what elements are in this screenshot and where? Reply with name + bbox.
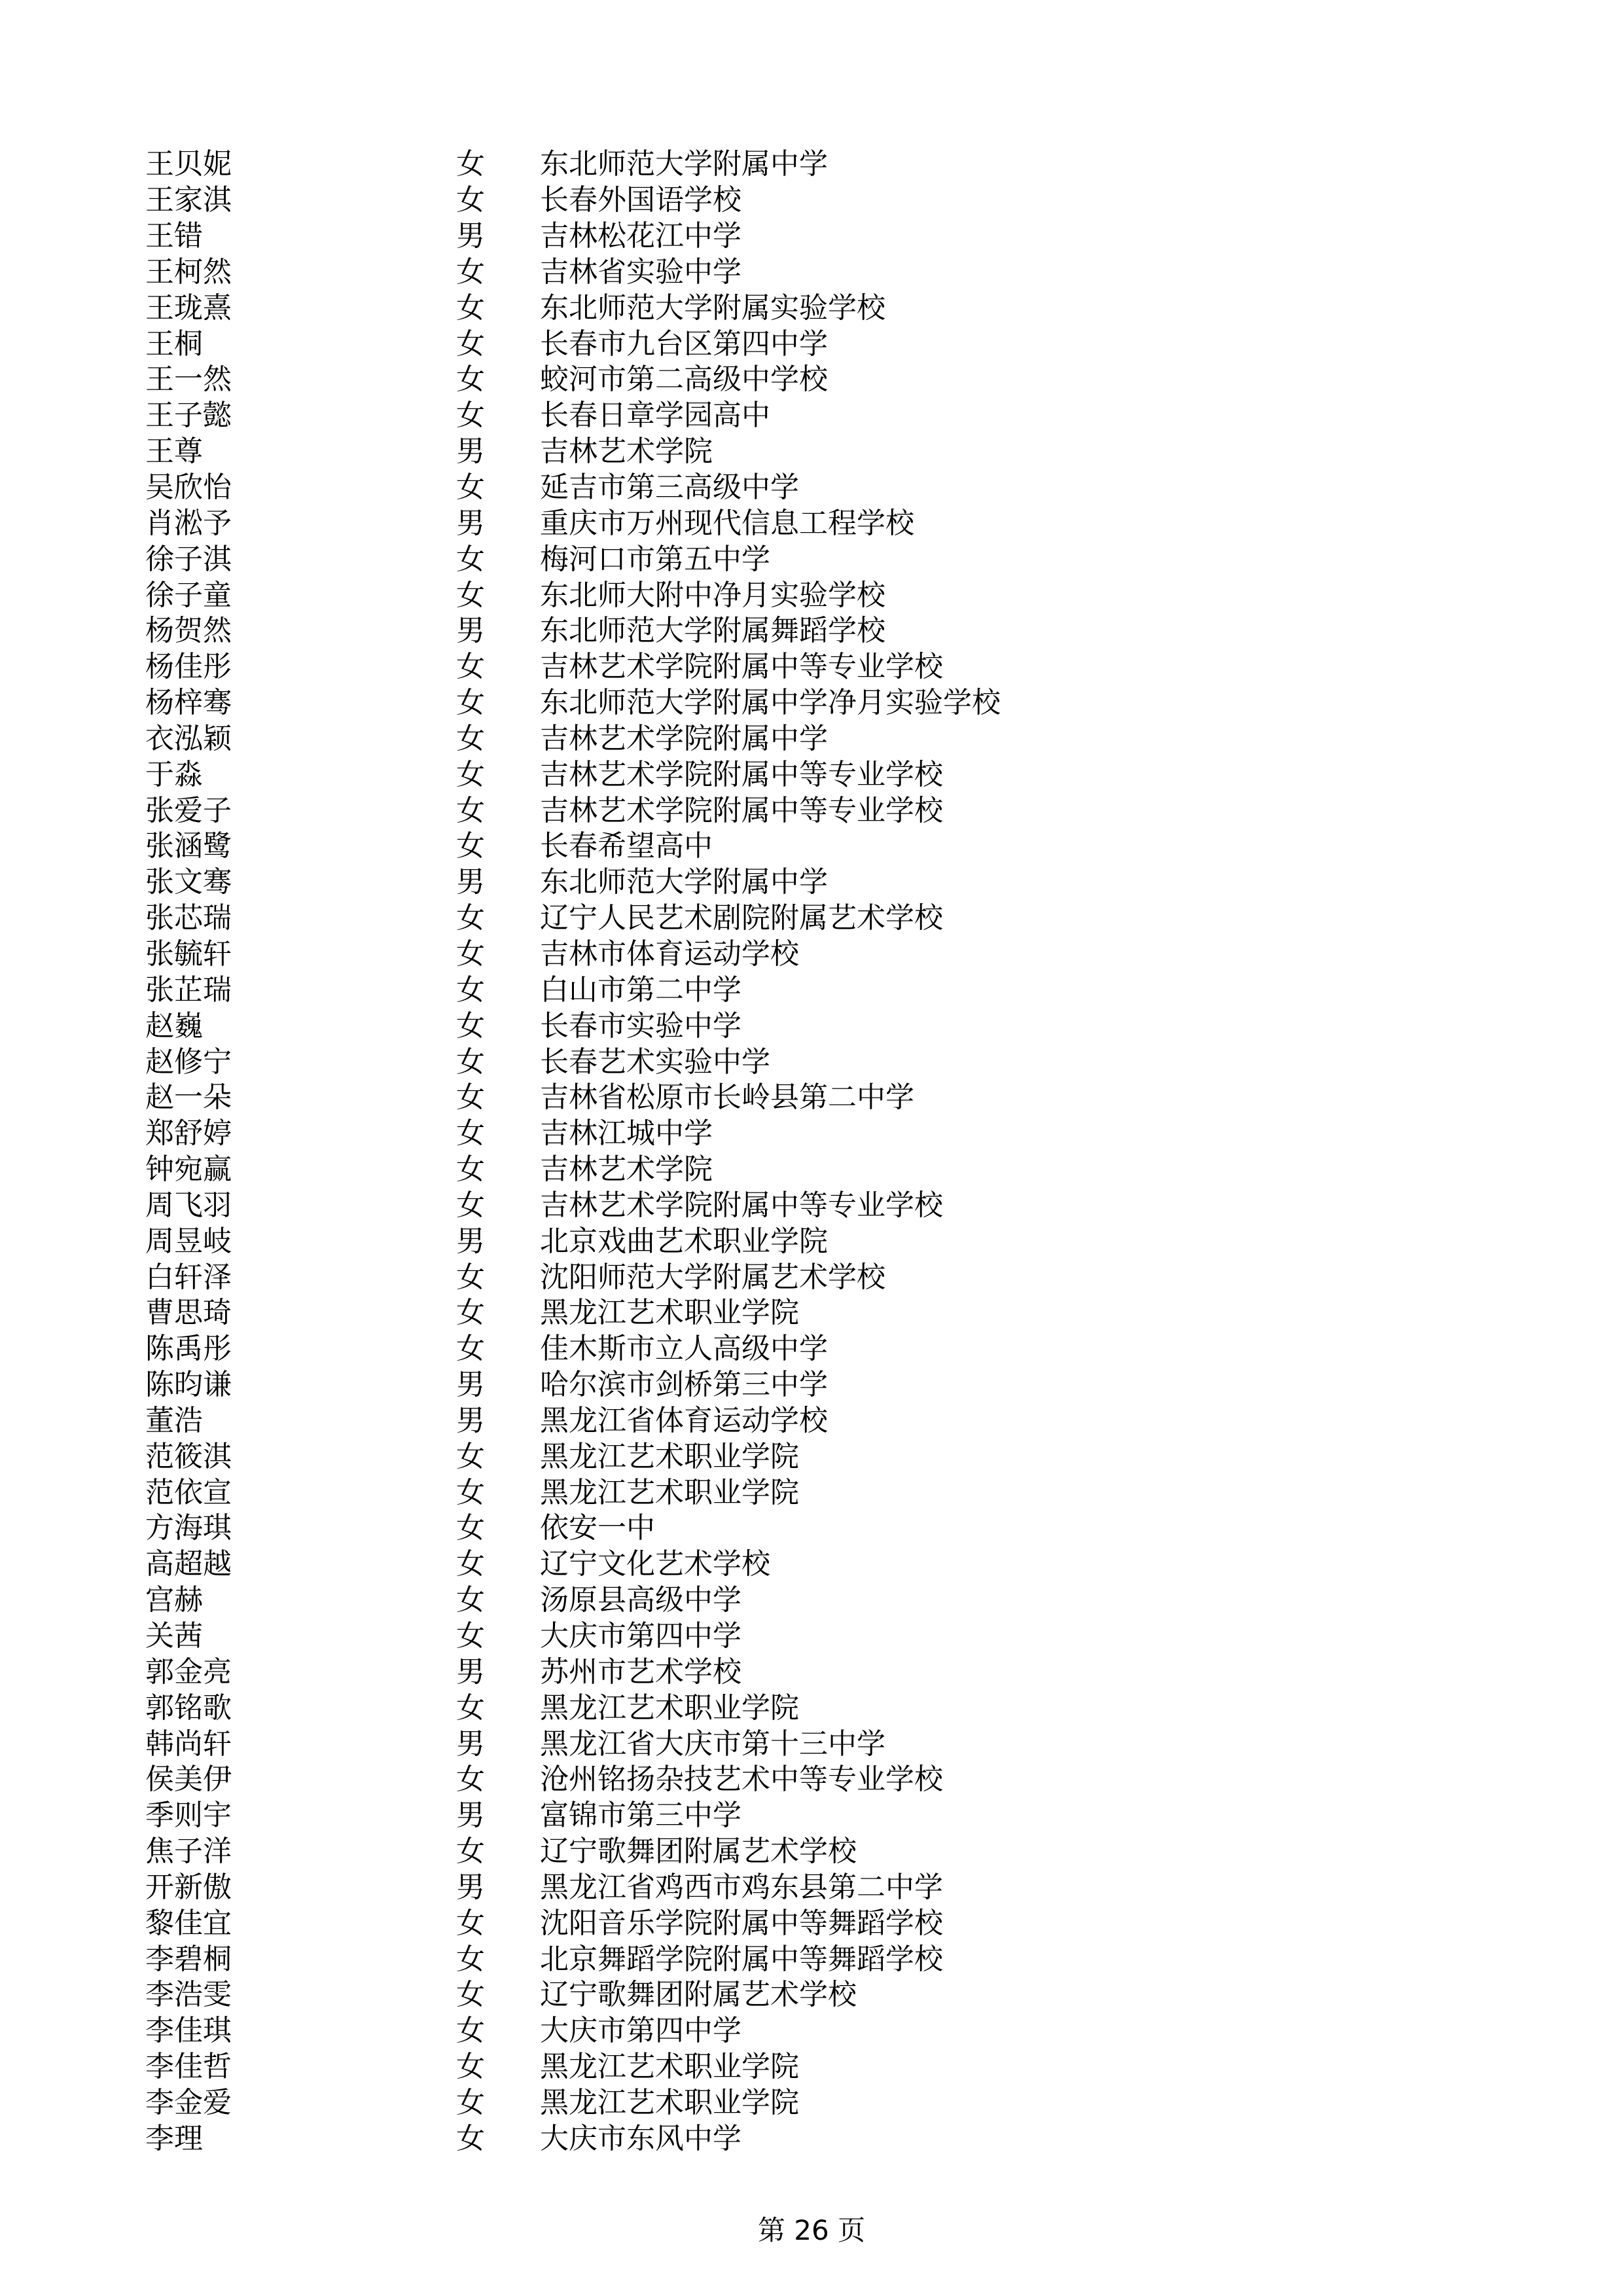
student-name: 张芯瑞 [145, 901, 232, 935]
table-row [145, 2049, 1389, 2085]
student-gender: 女 [456, 2050, 485, 2084]
student-school: 吉林市体育运动学校 [540, 937, 799, 971]
student-gender: 女 [456, 471, 485, 505]
student-gender: 女 [456, 1439, 485, 1473]
table-row [145, 972, 1389, 1008]
student-school: 苏州市艺术学校 [540, 1655, 741, 1689]
table-row [145, 1690, 1389, 1726]
student-name: 李碧桐 [145, 1942, 232, 1976]
student-name: 肖淞予 [145, 506, 232, 540]
student-school: 东北师范大学附属实验学校 [540, 291, 885, 325]
table-row [145, 1726, 1389, 1762]
student-gender: 男 [456, 506, 485, 540]
table-row [145, 1547, 1389, 1583]
student-name: 季则宇 [145, 1799, 232, 1833]
table-row [145, 1152, 1389, 1188]
student-name: 王子懿 [145, 399, 232, 433]
student-name: 杨贺然 [145, 614, 232, 648]
student-gender: 女 [456, 1117, 485, 1151]
student-name: 李金爱 [145, 2085, 232, 2119]
student-school: 东北师大附中净月实验学校 [540, 578, 885, 612]
student-gender: 男 [456, 1368, 485, 1402]
student-name: 黎佳宜 [145, 1906, 232, 1940]
student-name: 赵巍 [145, 1009, 203, 1043]
student-gender: 女 [456, 291, 485, 325]
student-gender: 女 [456, 686, 485, 720]
student-gender: 女 [456, 399, 485, 433]
student-school: 黑龙江艺术职业学院 [540, 1691, 799, 1725]
student-gender: 女 [456, 1260, 485, 1294]
student-gender: 女 [456, 1691, 485, 1725]
student-gender: 女 [456, 1835, 485, 1869]
student-school: 长春外国语学校 [540, 183, 741, 217]
student-name: 杨佳彤 [145, 650, 232, 684]
student-school: 依安一中 [540, 1511, 655, 1545]
table-row [145, 2121, 1389, 2157]
table-row [145, 1798, 1389, 1834]
student-school: 吉林艺术学院 [540, 435, 713, 469]
student-school: 北京舞蹈学院附属中等舞蹈学校 [540, 1942, 943, 1976]
student-gender: 女 [456, 2085, 485, 2119]
student-school: 黑龙江艺术职业学院 [540, 2050, 799, 2084]
student-school: 沧州铭扬杂技艺术中等专业学校 [540, 1763, 943, 1797]
student-name: 范筱淇 [145, 1439, 232, 1473]
student-gender: 女 [456, 1763, 485, 1797]
table-row [145, 937, 1389, 973]
student-gender: 男 [456, 1403, 485, 1437]
student-name: 张涵鹭 [145, 829, 232, 863]
student-gender: 女 [456, 1045, 485, 1079]
student-gender: 女 [456, 1583, 485, 1617]
student-school: 长春艺术实验中学 [540, 1045, 770, 1079]
student-gender: 男 [456, 435, 485, 469]
student-name: 衣泓颖 [145, 721, 232, 755]
student-school: 大庆市第四中学 [540, 1619, 741, 1653]
table-row [145, 1834, 1389, 1870]
student-gender: 女 [456, 1475, 485, 1509]
student-name: 王柯然 [145, 255, 232, 289]
student-gender: 女 [456, 2121, 485, 2155]
student-gender: 女 [456, 973, 485, 1007]
table-row [145, 2085, 1389, 2121]
student-school: 东北师范大学附属中学净月实验学校 [540, 686, 1001, 720]
student-name: 张爱子 [145, 793, 232, 827]
student-name: 高超越 [145, 1547, 232, 1581]
table-row [145, 1331, 1389, 1367]
student-name: 周飞羽 [145, 1188, 232, 1222]
student-school: 黑龙江省鸡西市鸡东县第二中学 [540, 1870, 943, 1904]
student-gender: 女 [456, 255, 485, 289]
student-name: 韩尚轩 [145, 1727, 232, 1761]
student-gender: 女 [456, 363, 485, 397]
student-name: 赵一朵 [145, 1081, 232, 1115]
student-name: 王错 [145, 219, 203, 253]
table-row [145, 577, 1389, 613]
student-gender: 男 [456, 614, 485, 648]
student-gender: 女 [456, 1906, 485, 1940]
table-row [145, 1187, 1389, 1223]
student-school: 吉林艺术学院附属中学 [540, 721, 828, 755]
student-gender: 女 [456, 147, 485, 181]
student-gender: 女 [456, 901, 485, 935]
table-row [145, 1870, 1389, 1906]
table-row [145, 1008, 1389, 1044]
student-name: 王一然 [145, 363, 232, 397]
student-gender: 男 [456, 1224, 485, 1258]
table-row [145, 470, 1389, 506]
table-row [145, 865, 1389, 901]
student-gender: 女 [456, 1009, 485, 1043]
table-row [145, 1511, 1389, 1547]
student-gender: 女 [456, 327, 485, 361]
table-row [145, 541, 1389, 577]
student-gender: 女 [456, 578, 485, 612]
student-school: 重庆市万州现代信息工程学校 [540, 506, 914, 540]
table-row [145, 649, 1389, 685]
table-row [145, 1941, 1389, 1977]
student-school: 黑龙江艺术职业学院 [540, 1296, 799, 1330]
student-name: 李佳哲 [145, 2050, 232, 2084]
student-name: 郭铭歌 [145, 1691, 232, 1725]
student-school: 白山市第二中学 [540, 973, 741, 1007]
student-gender: 男 [456, 1655, 485, 1689]
student-name: 张芷瑞 [145, 973, 232, 1007]
student-gender: 男 [456, 1870, 485, 1904]
table-row [145, 1259, 1389, 1295]
student-name: 方海琪 [145, 1511, 232, 1545]
student-gender: 女 [456, 937, 485, 971]
student-name: 开新傲 [145, 1870, 232, 1904]
table-row [145, 829, 1389, 865]
student-gender: 女 [456, 721, 485, 755]
student-name: 赵修宁 [145, 1045, 232, 1079]
table-row [145, 1295, 1389, 1331]
student-gender: 女 [456, 1511, 485, 1545]
student-school: 辽宁人民艺术剧院附属艺术学校 [540, 901, 943, 935]
student-gender: 女 [456, 183, 485, 217]
student-school: 辽宁文化艺术学校 [540, 1547, 770, 1581]
student-name: 徐子淇 [145, 542, 232, 576]
student-name: 侯美伊 [145, 1763, 232, 1797]
student-gender: 女 [456, 1942, 485, 1976]
table-row [145, 901, 1389, 937]
student-gender: 女 [456, 1153, 485, 1187]
student-gender: 女 [456, 1978, 485, 2012]
table-row [145, 685, 1389, 721]
student-school: 吉林艺术学院附属中等专业学校 [540, 757, 943, 791]
student-gender: 男 [456, 1727, 485, 1761]
student-school: 东北师范大学附属中学 [540, 865, 828, 899]
student-gender: 女 [456, 542, 485, 576]
table-row [145, 255, 1389, 291]
table-row [145, 1080, 1389, 1116]
student-school: 吉林艺术学院 [540, 1153, 713, 1187]
table-row [145, 505, 1389, 541]
student-school: 佳木斯市立人高级中学 [540, 1332, 828, 1366]
student-name: 张文骞 [145, 865, 232, 899]
student-gender: 女 [456, 2014, 485, 2048]
student-name: 王尊 [145, 435, 203, 469]
table-row [145, 1044, 1389, 1080]
student-school: 北京戏曲艺术职业学院 [540, 1224, 828, 1258]
student-school: 吉林松花江中学 [540, 219, 741, 253]
student-name: 王贝妮 [145, 147, 232, 181]
student-name: 王珑熹 [145, 291, 232, 325]
table-row [145, 219, 1389, 255]
student-school: 吉林艺术学院附属中等专业学校 [540, 793, 943, 827]
student-gender: 女 [456, 829, 485, 863]
student-name: 杨梓骞 [145, 686, 232, 720]
student-name: 陈昀谦 [145, 1368, 232, 1402]
student-school: 黑龙江省大庆市第十三中学 [540, 1727, 885, 1761]
student-gender: 男 [456, 865, 485, 899]
student-school: 黑龙江艺术职业学院 [540, 1475, 799, 1509]
page-number: 第 26 页 [757, 2214, 866, 2246]
table-row [145, 1583, 1389, 1619]
student-school: 富锦市第三中学 [540, 1799, 741, 1833]
student-name: 白轩泽 [145, 1260, 232, 1294]
student-school: 辽宁歌舞团附属艺术学校 [540, 1978, 857, 2012]
student-school: 大庆市第四中学 [540, 2014, 741, 2048]
table-row [145, 1223, 1389, 1259]
student-school: 沈阳师范大学附属艺术学校 [540, 1260, 885, 1294]
student-gender: 女 [456, 793, 485, 827]
student-name: 王桐 [145, 327, 203, 361]
student-gender: 女 [456, 650, 485, 684]
student-school: 汤原县高级中学 [540, 1583, 741, 1617]
table-row [145, 147, 1389, 183]
student-school: 吉林省松原市长岭县第二中学 [540, 1081, 914, 1115]
student-name: 李佳琪 [145, 2014, 232, 2048]
table-row [145, 757, 1389, 793]
roster-list [145, 147, 1389, 2157]
student-gender: 女 [456, 1081, 485, 1115]
table-row [145, 1367, 1389, 1403]
student-name: 范依宣 [145, 1475, 232, 1509]
student-school: 吉林省实验中学 [540, 255, 741, 289]
student-name: 王家淇 [145, 183, 232, 217]
student-name: 钟宛赢 [145, 1153, 232, 1187]
student-name: 郑舒婷 [145, 1117, 232, 1151]
student-name: 焦子洋 [145, 1835, 232, 1869]
student-gender: 女 [456, 1296, 485, 1330]
student-name: 陈禹彤 [145, 1332, 232, 1366]
student-name: 曹思琦 [145, 1296, 232, 1330]
table-row [145, 434, 1389, 470]
student-school: 哈尔滨市剑桥第三中学 [540, 1368, 828, 1402]
table-row [145, 1905, 1389, 1941]
student-school: 蛟河市第二高级中学校 [540, 363, 828, 397]
table-row [145, 290, 1389, 326]
student-school: 沈阳音乐学院附属中等舞蹈学校 [540, 1906, 943, 1940]
table-row [145, 721, 1389, 757]
student-name: 董浩 [145, 1403, 203, 1437]
student-gender: 女 [456, 1547, 485, 1581]
student-school: 梅河口市第五中学 [540, 542, 770, 576]
student-name: 徐子童 [145, 578, 232, 612]
student-school: 吉林艺术学院附属中等专业学校 [540, 650, 943, 684]
table-row [145, 362, 1389, 398]
student-school: 大庆市东风中学 [540, 2121, 741, 2155]
student-name: 张毓轩 [145, 937, 232, 971]
table-row [145, 1654, 1389, 1690]
table-row [145, 613, 1389, 649]
table-row [145, 1762, 1389, 1798]
student-school: 东北师范大学附属中学 [540, 147, 828, 181]
student-school: 吉林艺术学院附属中等专业学校 [540, 1188, 943, 1222]
table-row [145, 1475, 1389, 1511]
student-gender: 女 [456, 757, 485, 791]
table-row [145, 1403, 1389, 1439]
student-school: 长春市实验中学 [540, 1009, 741, 1043]
student-gender: 女 [456, 1188, 485, 1222]
student-school: 黑龙江省体育运动学校 [540, 1403, 828, 1437]
table-row [145, 1439, 1389, 1475]
table-row [145, 1619, 1389, 1655]
student-name: 李浩雯 [145, 1978, 232, 2012]
table-row [145, 793, 1389, 829]
student-school: 吉林江城中学 [540, 1117, 713, 1151]
student-name: 郭金亮 [145, 1655, 232, 1689]
student-gender: 男 [456, 219, 485, 253]
student-gender: 女 [456, 1332, 485, 1366]
student-school: 黑龙江艺术职业学院 [540, 1439, 799, 1473]
table-row [145, 398, 1389, 434]
student-school: 辽宁歌舞团附属艺术学校 [540, 1835, 857, 1869]
student-gender: 男 [456, 1799, 485, 1833]
student-name: 李理 [145, 2121, 203, 2155]
table-row [145, 1977, 1389, 2013]
table-row [145, 326, 1389, 362]
student-name: 周昱岐 [145, 1224, 232, 1258]
student-name: 宫赫 [145, 1583, 203, 1617]
student-school: 东北师范大学附属舞蹈学校 [540, 614, 885, 648]
student-name: 于淼 [145, 757, 203, 791]
student-school: 延吉市第三高级中学 [540, 471, 799, 505]
student-name: 吴欣怡 [145, 471, 232, 505]
student-gender: 女 [456, 1619, 485, 1653]
student-school: 长春希望高中 [540, 829, 713, 863]
table-row [145, 2013, 1389, 2049]
table-row [145, 183, 1389, 219]
student-school: 长春市九台区第四中学 [540, 327, 828, 361]
student-school: 黑龙江艺术职业学院 [540, 2085, 799, 2119]
table-row [145, 1116, 1389, 1152]
student-school: 长春日章学园高中 [540, 399, 770, 433]
student-name: 关茜 [145, 1619, 203, 1653]
